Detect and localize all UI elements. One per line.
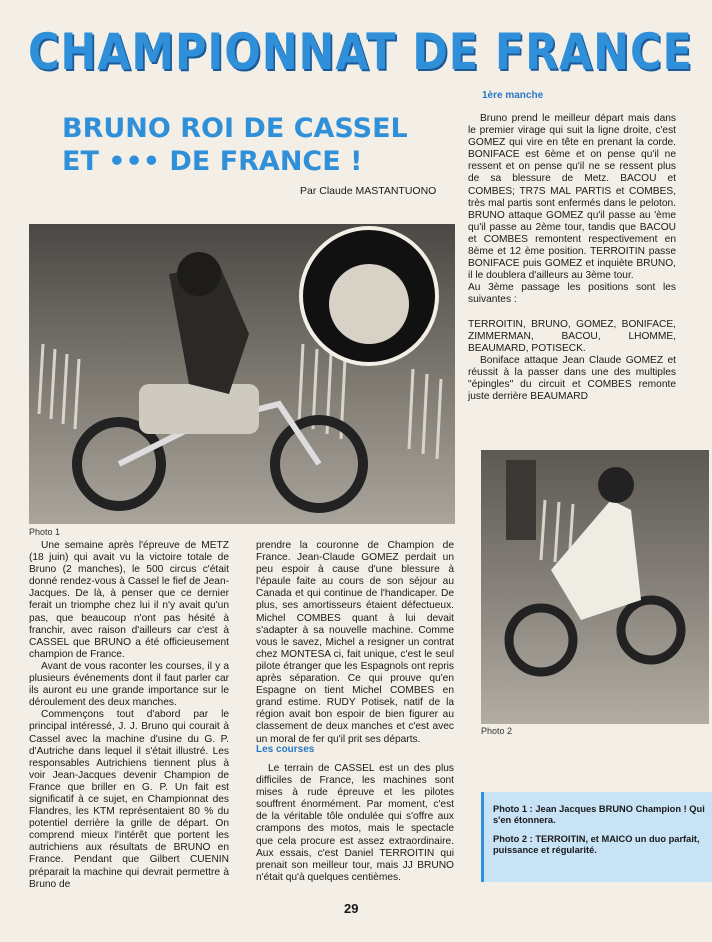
right-column-text (468, 113, 676, 403)
photo-1 (29, 224, 455, 524)
photo-2 (481, 450, 709, 724)
motocross-rider-image (29, 224, 455, 524)
headline-line-2: ET ••• DE FRANCE ! (62, 146, 363, 177)
paragraph: Au 3ème passage les positions sont les suivantes : (468, 282, 676, 306)
byline: Par Claude MASTANTUONO (300, 185, 437, 197)
photo-2-label: Photo 2 (481, 726, 513, 736)
captions-box (481, 792, 712, 882)
middle-column-text (256, 540, 454, 746)
paragraph: Le terrain de CASSEL est un des plus difficiles de France, les machines sont mises à rude épreuve et les pilotes souffrent énormément. Par moment, c'est de la véritable tôle ondulée qui s'offre aux crampons des motos, mais le spectacle que cela procure est assez extraordinaire. Aux essais, c'est Daniel TERROITIN qui prenait son meilleur tour, mais JJ BRUNO n'était qu'à quelques centièmes. (256, 763, 454, 883)
photo-1-label: Photo 1 (29, 527, 61, 537)
paragraph: Bruno prend le meilleur départ mais dans le premier virage qui suit la ligne droite, c'est GOMEZ qui vire en tête en prenant la corde. BONIFACE est 6ème et on pense qu'il ne ressent et on pense qu'il ne se ressent plus de sa blessure de Metz. BACOU et COMBES; TR7S MAL PARTIS et COMBES, très mal partis sont enfermés dans le peloton. BRUNO attaque GOMEZ qu'il passe au 'ème qu'il passe au 2ème tour, tandis que BACOU et COMBES remontent respectivement en 8ème et 12 ème position. TERROITIN passe BONIFACE puis GOMEZ et inquiète BRUNO, il le doublera d'ailleurs au 3ème tour. (468, 113, 676, 282)
caption-photo-2: Photo 2 : TERROITIN, et MAICO un duo parfait, puissance et régularité. (493, 834, 700, 855)
left-column-text (29, 540, 229, 891)
headline (62, 112, 442, 178)
paragraph: prendre la couronne de Champion de France. Jean-Claude GOMEZ perdait un peu espoir à cause d'une blessure à l'épaule faite au cours de son séjour au Canada et qui continue de l'handicaper. De plus, ses amortisseurs étaient défectueux. Michel COMBES quant à lui devait s'adapter à sa nouvelle machine. Comme vous le savez, Michel a resigner un contrat chez MONTESA ci, fait unique, c'est le seul pilote étranger que les Espagnols ont repris après séparation. Ce qui prouve qu'en Espagne on tient Michel COMBES en grand estime. RUDY Potisek, natif de la région avait bon espoir de bien figurer au classement de deux manches et c'est avec un moral de fer qu'il prit ses départs. (256, 540, 454, 745)
paragraph: Avant de vous raconter les courses, il y a plusieurs événements dont il faut parler car ils auront eu une grande importance sur le déroulement des deux manches. (29, 660, 229, 709)
motocross-rider-image-2 (481, 450, 709, 724)
caption-photo-1: Photo 1 : Jean Jacques BRUNO Champion ! Qui s'en étonnera. (493, 804, 705, 825)
paragraph: Boniface attaque Jean Claude GOMEZ et réussit à la passer dans une des multiples "épingles" du circuit et COMBES remonte juste derrière BEAUMARD (468, 354, 676, 403)
paragraph: TERROITIN, BRUNO, GOMEZ, BONIFACE, ZIMMERMAN, BACOU, LHOMME, BEAUMARD, POTISECK. (468, 318, 676, 354)
section-heading-les-courses: Les courses (256, 744, 315, 755)
banner-title: CHAMPIONNAT DE FRANCE (28, 23, 693, 81)
page-number: 29 (344, 901, 359, 916)
middle-column-text-2 (256, 763, 454, 884)
headline-line-1: BRUNO ROI DE CASSEL (62, 113, 408, 144)
paragraph: Une semaine après l'épreuve de METZ (18 juin) qui avait vu la victoire totale de Bruno (2 manches), le 500 circus c'était donné rendez-vous à Cassel le fief de Jean-Jacques. De là, à penser que ce dernier ferait un triomphe chez lui il n'y avait qu'un pas, que beaucoup n'ont pas hésité à franchir, avec raison d'ailleurs car c'est à CASSEL que BRUNO a été officieusement champion de France. (29, 540, 229, 660)
paragraph: Commençons tout d'abord par le principal intéressé, J. J. Bruno qui courait à Cassel avec la machine d'usine du G. P. d'Autriche dans lequel il s'était illustré. Les responsables Autrichiens tiennent plus à voir Jean-Jacques devenir Champion de France que briller en G. P. Un fait est significatif à ce sujet, en Championnat des Flandres, les KTM représentaient 80 % du potentiel derrière la grille de départ. On comprend mieux l'intérêt que portent les autrichiens aux résultats de BRUNO en France. Pendant que Gilbert CUENIN préparait la machine qui devrait permettre à Bruno de (29, 709, 229, 890)
section-heading-1ere-manche: 1ère manche (482, 90, 544, 101)
